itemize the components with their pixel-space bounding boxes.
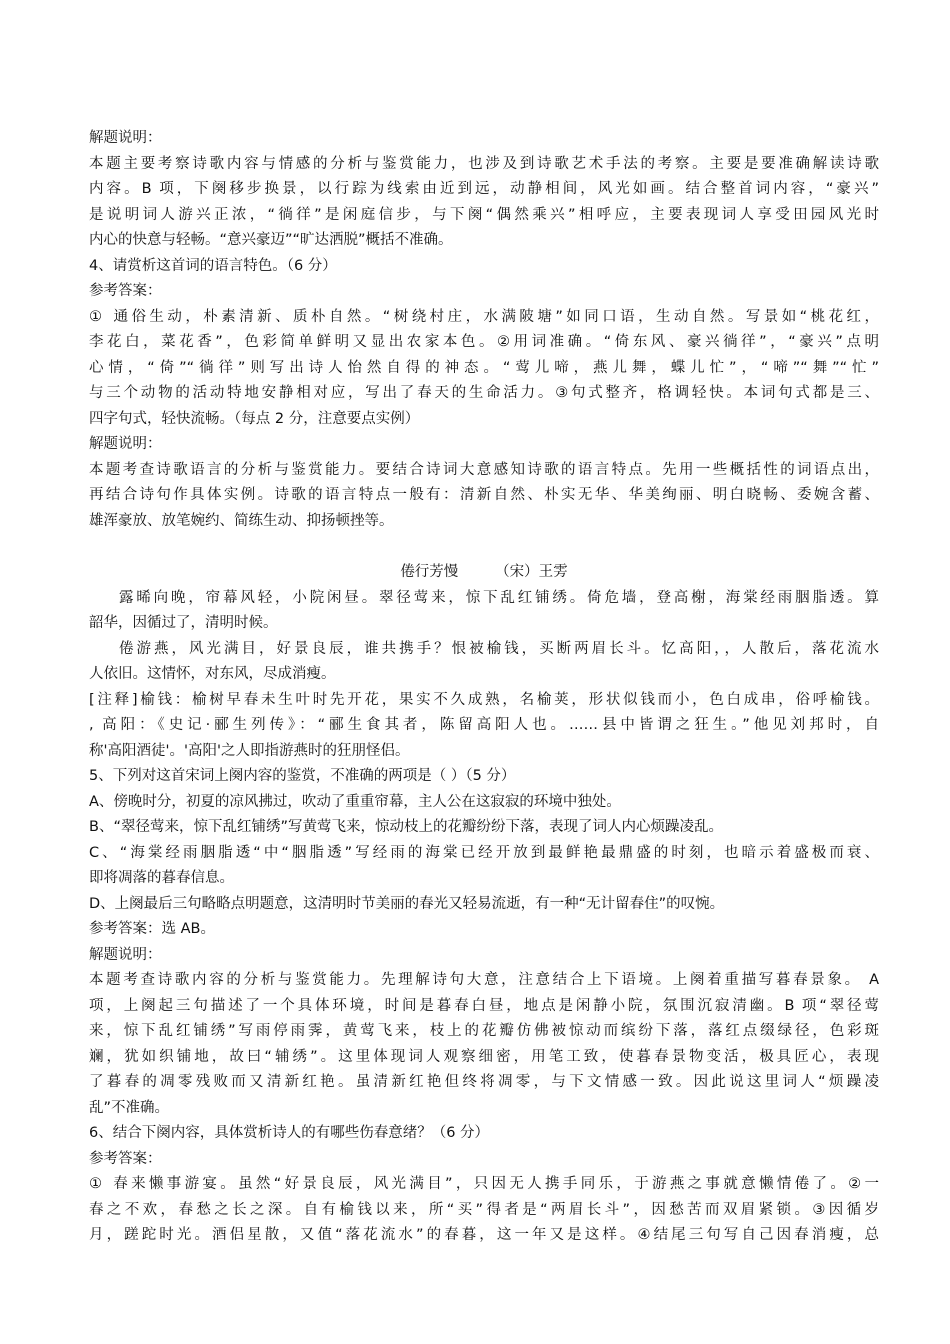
poem-title: 倦行芳慢 （宋）王雱: [400, 564, 568, 580]
text-line: 本题考查诗歌内容的分析与鉴赏能力。先理解诗句大意，注意结合上下语境。上阕着重描写暮春景象。 A: [89, 972, 879, 988]
note-line: , 高阳：《史记·郦生列传》：“郦生食其者，陈留高阳人也。……县中皆谓之狂生。”他见刘邦时，自: [89, 717, 879, 733]
note-line: [注释]榆钱：榆树早春未生叶时先开花，果实不久成熟，名榆荚，形状似钱而小，色白成串，俗呼榆钱。: [89, 691, 879, 708]
text-line: 内心的快意与轻畅。“意兴豪迈”“旷达洒脱”概括不准确。: [89, 232, 453, 248]
document-page: [89, 126, 879, 1249]
poem-line: 人依旧。这情怀，对东风，尽成消瘦。: [89, 666, 336, 682]
answer-heading: 参考答案：: [89, 1150, 162, 1167]
answer-heading: 参考答案：: [89, 283, 162, 299]
text-line: 雄浑豪放、放笔婉约、简练生动、抑扬顿挫等。: [89, 512, 394, 529]
text-line: 内容。B 项，下阕移步换景，以行踪为线索由近到远，动静相间，风光如画。结合整首词内容，“豪兴”: [89, 181, 879, 197]
poem-line: 倦游燕，风光满目，好景良辰，谁共携手？恨被榆钱，买断两眉长斗。忆高阳，，人散后，落花流水: [119, 640, 879, 657]
spacer: [89, 534, 879, 560]
text-line: 本题考查诗歌语言的分析与鉴赏能力。要结合诗词大意感知诗歌的语言特点。先用一些概括性的词语点出，: [89, 461, 879, 478]
explanation-heading: 解题说明：: [89, 946, 162, 963]
text-line: 再结合诗句作具体实例。诗歌的语言特点一般有：清新自然、朴实无华、华美绚丽、明白晓畅、委婉含蓄、: [89, 487, 879, 503]
question-6: 6、结合下阕内容，具体赏析诗人的有哪些伤春意绪？（6 分）: [89, 1125, 490, 1141]
text-line: 斓，犹如织铺地，故曰“辅绣”。这里体现词人观察细密，用笔工致，使暮春景物变活，极具匠心，表现: [89, 1048, 879, 1065]
answer-text: 参考答案：选 AB。: [89, 921, 215, 937]
poem-line: 韶华，因循过了，清明时候。: [89, 615, 278, 631]
note-line: 称'高阳酒徒'。'高阳'之人即指游燕时的狂朋怪侣。: [89, 742, 410, 759]
text-line: ① 通俗生动，朴素清新、质朴自然。“树绕村庄，水满陂塘”如同口语，生动自然。写景如“桃花红，: [89, 308, 879, 325]
text-line: 四字句式，轻快流畅。（每点 2 分，注意要点实例）: [89, 410, 420, 427]
text-line: 了暮春的凋零残败而又清新红艳。虽清新红艳但终将凋零，与下文情感一致。因此说这里词人“烦躁凌: [89, 1074, 879, 1090]
text-line: 本题主要考察诗歌内容与情感的分析与鉴赏能力，也涉及到诗歌艺术手法的考察。主要是要准确解读诗歌: [89, 155, 879, 172]
option-c-continued: 即将凋落的暮春信息。: [89, 870, 234, 886]
explanation-heading: 解题说明：: [89, 130, 162, 146]
text-line: 心情，“倚”“徜徉”则写出诗人怡然自得的神态。“莺儿啼，燕儿舞，蝶儿忙”，“啼”“舞”“忙”: [89, 359, 879, 376]
question-4: 4、请赏析这首词的语言特色。（6 分）: [89, 257, 337, 274]
poem-line: 露晞向晚，帘幕风轻，小院闲昼。翠径莺来，惊下乱红铺绣。倚危墙，登高榭，海棠经雨胭脂透。算: [119, 589, 879, 606]
option-c: C、“海棠经雨胭脂透“中“胭脂透”写经雨的海棠已经开放到最鲜艳最鼎盛的时刻，也暗示着盛极而衰、: [89, 844, 879, 861]
option-b: B、“翠径莺来，惊下乱红铺绣”写黄莺飞来，惊动枝上的花瓣纷纷下落，表现了词人内心烦躁凌乱。: [89, 819, 723, 835]
text-line: ① 春来懒事游宴。虽然“好景良辰，风光满目”，只因无人携手同乐，于游燕之事就意懒情倦了。②一: [89, 1176, 879, 1192]
option-d: D、上阕最后三句略略点明题意，这清明时节美丽的春光又轻易流逝，有一种“无计留春住”的叹惋。: [89, 895, 725, 912]
text-line: 来，惊下乱红铺绣”写雨停雨霁，黄莺飞来，枝上的花瓣仿佛被惊动而缤纷下落，落红点缀绿径，色彩斑: [89, 1023, 879, 1039]
option-a: A、傍晚时分，初夏的凉风拂过，吹动了重重帘幕，主人公在这寂寂的环境中独处。: [89, 793, 621, 810]
text-line: 李花白，菜花香”，色彩简单鲜明又显出农家本色。②用词准确。“倚东风、豪兴徜徉”，“豪兴”点明: [89, 334, 879, 350]
text-line: 是说明词人游兴正浓，“徜徉”是闲庭信步，与下阕“偶然乘兴”相呼应，主要表现词人享受田园风光时: [89, 206, 879, 223]
question-5: 5、下列对这首宋词上阕内容的鉴赏，不准确的两项是（ ）（5 分）: [89, 768, 516, 784]
text-line: 项，上阕起三句描述了一个具体环境，时间是暮春白昼，地点是闲静小院，氛围沉寂清幽。B 项“翠径莺: [89, 997, 879, 1014]
text-line: 乱”不准确。: [89, 1099, 170, 1116]
text-line: 春之不欢，春愁之长之深。自有榆钱以来，所“买”得者是“两眉长斗”，因愁苦而双眉紧锁。③因循岁: [89, 1201, 879, 1218]
text-line: 月，蹉跎时光。酒侣星散，又值“落花流水”的春暮，这一年又是这样。④结尾三句写自己因春消瘦，总: [89, 1227, 879, 1243]
explanation-heading: 解题说明：: [89, 436, 162, 452]
text-line: 与三个动物的活动特地安静相对应，写出了春天的生命活力。③句式整齐，格调轻快。本词句式都是三、: [89, 385, 879, 401]
